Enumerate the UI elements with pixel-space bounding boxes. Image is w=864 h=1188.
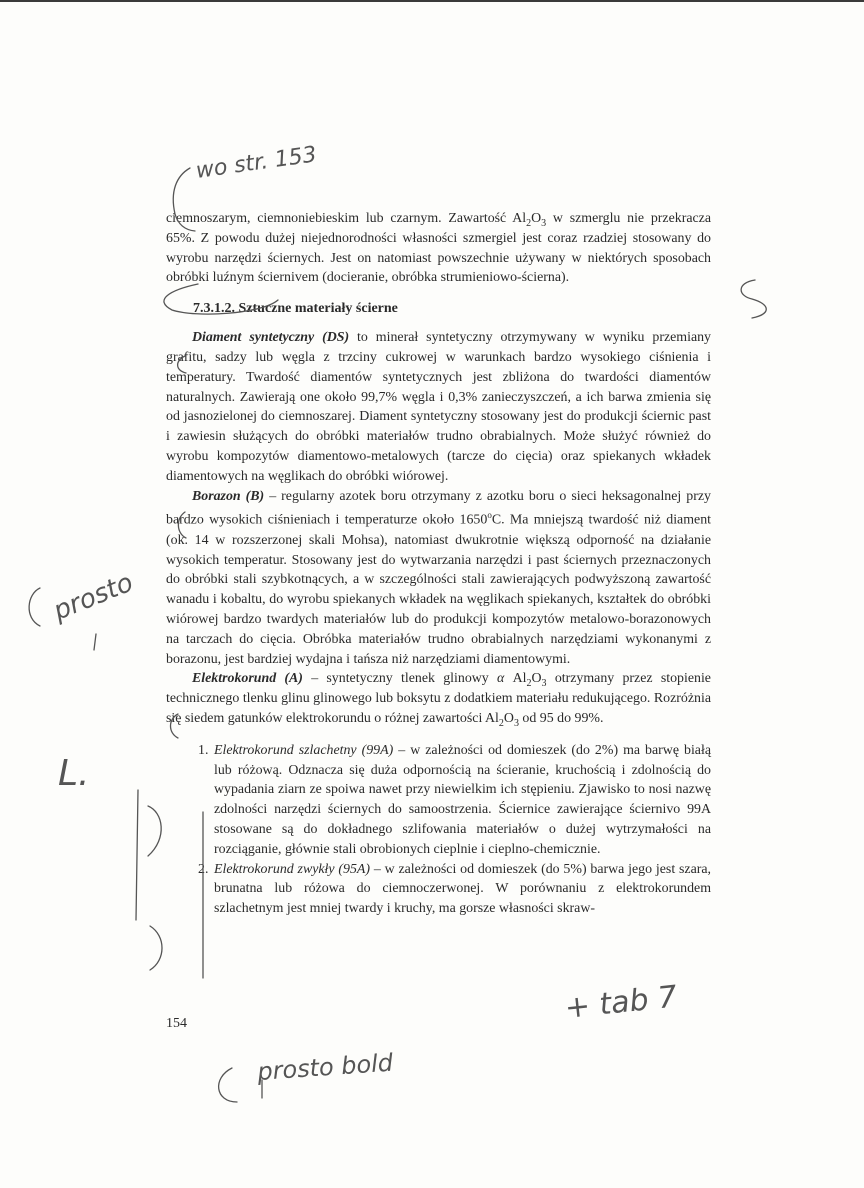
- paragraph-borazon: Borazon (B) – regularny azotek boru otrzymany z azotku boru o sieci heksagonalnej przy bardzo wysokich ciśnieniach i temperaturze około 1650$^o$C. Ma mniejszą twardość niż diament (ok. 14 w rozszerzonej skali Mohsa), natomiast dwukrotnie większą odporność na działanie wysokich temperatur. Stosowany jest do wytwarzania narzędzi i past ściernych przeznaczonych do obróbki stali szybkotnących, a w szczególności stali zawierających podwyższoną zawartość wanadu i kobaltu, do wyrobu spiekanych wkładek na węglikach spiekanych, kształtek do obróbki wiórowej bardzo twardych materiałów lub do produkcji kompozytów metalowo-borazonowych na tarczach do cięcia. Obróbka materiałów trudno obrabialnych narzędziami wykonanymi z borazonu, jest bardziej wydajna i tańsza niż narzędziami diamentowymi.: [166, 488, 711, 667]
- page-body: [166, 209, 711, 919]
- list-item-term: Elektrokorund zwykły (95A): [214, 861, 371, 877]
- margin-bracket: [29, 588, 40, 626]
- handwritten-note-top: wo str. 153: [194, 142, 319, 184]
- handwritten-note-L: L.: [58, 753, 90, 794]
- term-diament: Diament syntetyczny (DS): [192, 330, 350, 346]
- paragraph-szmergiel: ciemnoszarym, ciemnoniebieskim lub czarnym. Zawartość $Al_2O_3$ w szmerglu nie przekracza 65%. Z powodu dużej niejednorodności własności szmergiel jest coraz rzadziej stosowany do wyrobu narzędzi ściernych. Jest on natomiast powszechnie używany w niektórych sposobach obróbki luźnym ściernivem (docieranie, obróbka strumieniowo-ścierna).: [166, 211, 711, 286]
- term-borazon: Borazon (B): [192, 488, 265, 504]
- list-item: 2. Elektrokorund zwykły (95A) – w zależności od domieszek (do 5%) barwa jego jest szara, brunatna lub różowa do ciemnoczerwonej. W porównaniu z elektrokorundem szlachetnym jest mniej twardy i kruchy, ma gorsze własności skraw-: [198, 861, 711, 917]
- paren-left-2: [150, 926, 162, 970]
- term-elektrokorund: Elektrokorund (A): [192, 671, 303, 687]
- number-five-mark: [741, 280, 766, 318]
- handwritten-note-margin: prosto: [49, 567, 138, 627]
- handwritten-note-bottom: prosto bold: [256, 1048, 394, 1086]
- margin-stroke: [94, 634, 96, 650]
- margin-line-left: [136, 790, 138, 920]
- list-item: 1. Elektrokorund szlachetny (99A) – w zależności od domieszek (do 2%) ma barwę białą lub różową. Odznacza się duża odpornością na ścieranie, kruchością i zdolnością do wypadania ziarn ze spoiwa nawet przy niewielkim ich stępieniu. Zjawisko to nosi nazwę zdolności narzędzi ściernych do samoostrzenia. Ściernice zawierające ściernivo 99A stosowane są do dokładnego szlifowania materiałów o dużej wytrzymałości na rozciąganie, głównie stali obrobionych cieplnie i cieplno-chemicznie.: [198, 742, 711, 857]
- handwritten-note-bottom-right: + tab 7: [563, 979, 679, 1026]
- page-number: 154: [166, 1016, 187, 1031]
- paragraph-diament: Diament syntetyczny (DS) to minerał syntetyczny otrzymywany w wyniku przemiany grafitu, sadzy lub węgla z trzciny cukrowej w warunkach bardzo wysokiego ciśnienia i temperatury. Twardość diamentów syntetycznych jest zbliżona do twardości diamentów naturalnych. Zawierają one około 99,7% węgla i 0,3% zanieczyszczeń, a ich barwa zmienia się od jasnozielonej do ciemnoszarej. Diament syntetyczny stosowany jest do produkcji ściernic past i zawiesin służących do obróbki materiałów trudno obrabialnych. Może służyć również do wyrobu kompozytów diamentowo-metalowych (tarcze do cięcia) oraz spiekanych wkładek diamentowych na węglikach do obróbki wiórowej.: [166, 330, 712, 484]
- paragraph-elektrokorund: Elektrokorund (A) – syntetyczny tlenek glinowy α $Al_2O_3$ otrzymany przez stopienie technicznego tlenku glinu glinowego lub boksytu z dodatkiem materiału redukującego. Rozróżnia się siedem gatunków elektrokorundu o różnej zawartości $Al_2O_3$ od 95 do 99%.: [166, 671, 711, 729]
- list-item-term: Elektrokorund szlachetny (99A): [214, 742, 394, 758]
- section-heading: 7.3.1.2. Sztuczne materiały ścierne: [193, 301, 398, 317]
- bracket-bottom: [219, 1068, 237, 1102]
- margin-note-five: 5: [756, 309, 758, 311]
- scan-top-edge: [0, 0, 864, 2]
- paren-left-1: [148, 806, 161, 856]
